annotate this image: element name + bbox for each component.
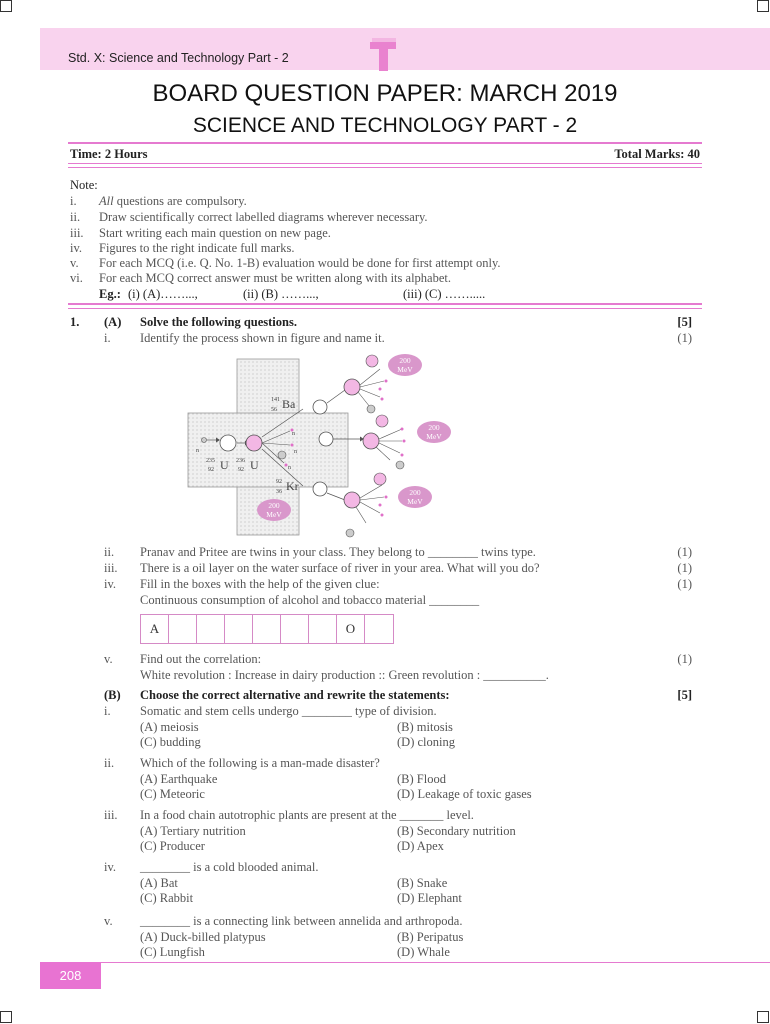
time-label: Time: 2 Hours [70,147,148,161]
q-num: i. [104,331,111,345]
note-item: Draw scientifically correct labelled diagrams wherever necessary. [99,210,428,224]
q-marks: (1) [677,545,692,559]
mcq-option-d[interactable]: (D) cloning [397,735,455,749]
mcq-option-d[interactable]: (D) Elephant [397,891,462,905]
note-emphasis: All [99,194,114,208]
mcq-option-c[interactable]: (C) budding [140,735,201,749]
kr-mass: 92 [276,479,282,485]
mcq-question: Somatic and stem cells undergo ________ type of division. [140,704,437,718]
mcq-option-b[interactable]: (B) Peripatus [397,930,464,944]
mcq-option-a[interactable]: (A) Tertiary nutrition [140,824,246,838]
letter-box[interactable] [225,615,253,643]
rule-mid-1 [68,163,702,164]
mcq-option-d[interactable]: (D) Whale [397,945,450,959]
ba-atomic: 56 [271,407,277,413]
mev-unit: MeV [266,510,282,519]
mev-value: 200 [409,488,421,497]
section-b-marks: [5] [677,688,692,702]
q-marks: (1) [677,331,692,345]
rule-top [68,142,702,144]
mev-value: 200 [268,501,280,510]
eg-option-i: (i) (A)……..., [128,287,198,301]
mcq-question: ________ is a connecting link between annelida and arthropoda. [140,914,463,928]
mcq-option-d[interactable]: (D) Apex [397,839,444,853]
rule-section-2 [68,308,702,309]
section-a-label: (A) [104,315,122,329]
eg-label: Eg.: [99,287,121,301]
q-num: ii. [104,545,115,559]
letter-boxes [140,614,394,644]
note-item: For each MCQ correct answer must be written along with its alphabet. [99,271,451,285]
mcq-option-c[interactable]: (C) Lungfish [140,945,205,959]
mcq-option-a[interactable]: (A) Duck-billed platypus [140,930,266,944]
crop-mark-top-right [757,0,769,12]
neutron-label: n [196,448,199,454]
mcq-question: Which of the following is a man-made disaster? [140,756,380,770]
crop-mark-top-left [0,0,12,12]
page-title: BOARD QUESTION PAPER: MARCH 2019 [152,80,618,107]
mcq-option-a[interactable]: (A) Earthquake [140,772,218,786]
ba-mass: 141 [271,397,280,403]
mcq-option-b[interactable]: (B) Secondary nutrition [397,824,516,838]
rule-section [68,303,702,305]
note-num: vi. [70,271,83,285]
page-number: 208 [40,962,101,989]
note-heading: Note: [70,178,98,192]
total-marks-label: Total Marks: 40 [614,147,700,161]
section-a-marks: [5] [677,315,692,329]
letter-box[interactable] [169,615,197,643]
letter-box[interactable] [253,615,281,643]
note-text: questions are compulsory. [113,194,247,208]
mcq-option-d[interactable]: (D) Leakage of toxic gases [397,787,532,801]
eg-option-iii: (iii) (C) ……..... [403,287,486,301]
note-item: For each MCQ (i.e. Q. No. 1-B) evaluation would be done for first attempt only. [99,256,501,270]
nuclear-fission-diagram [180,345,500,540]
note-num: iii. [70,226,84,240]
section-b-label: (B) [104,688,121,702]
q-correlation: White revolution : Increase in dairy production :: Green revolution : __________. [140,668,549,682]
letter-box[interactable] [281,615,309,643]
page-subtitle: SCIENCE AND TECHNOLOGY PART - 2 [192,114,578,137]
q-text: Fill in the boxes with the help of the given clue: [140,577,380,591]
mcq-num: iii. [104,808,118,822]
q-num: iv. [104,577,117,591]
mcq-option-a[interactable]: (A) Bat [140,876,178,890]
crop-mark-bottom-left [0,1011,12,1023]
q-marks: (1) [677,561,692,575]
mev-unit: MeV [407,497,423,506]
mcq-num: ii. [104,756,115,770]
q-marks: (1) [677,652,692,666]
mcq-option-b[interactable]: (B) Snake [397,876,448,890]
q-num: v. [104,652,113,666]
mev-value: 200 [428,423,440,432]
u235-atomic: 92 [208,467,214,473]
letter-box[interactable]: A [141,615,169,643]
crop-mark-bottom-right [757,1011,769,1023]
mcq-question: In a food chain autotrophic plants are present at the _______ level. [140,808,474,822]
note-item [99,194,247,209]
mcq-num: v. [104,914,113,928]
note-num: v. [70,256,79,270]
neutron-label: n [294,449,297,455]
letter-box[interactable] [309,615,337,643]
mev-unit: MeV [397,365,413,374]
u236-label: U [250,458,259,472]
mcq-option-a[interactable]: (A) meiosis [140,720,199,734]
u235-label: U [220,458,229,472]
mcq-option-c[interactable]: (C) Meteoric [140,787,205,801]
u236-atomic: 92 [238,467,244,473]
mcq-option-c[interactable]: (C) Rabbit [140,891,194,905]
eg-option-ii: (ii) (B) ……..., [243,287,319,301]
q-clue: Continuous consumption of alcohol and tobacco material ________ [140,593,480,607]
letter-box[interactable] [365,615,393,643]
note-item: Figures to the right indicate full marks. [99,241,295,255]
q-text: There is a oil layer on the water surface of river in your area. What will you do? [140,561,540,575]
letter-box[interactable] [197,615,225,643]
neutron-label: n [288,465,291,471]
mcq-num: i. [104,704,111,718]
mev-unit: MeV [426,432,442,441]
header-label: Std. X: Science and Technology Part - 2 [68,51,289,65]
target-logo-icon [364,36,404,72]
u236-mass: 236 [236,458,245,464]
q-text: Find out the correlation: [140,652,262,666]
rule-mid-2 [68,167,702,168]
mcq-option-b[interactable]: (B) Flood [397,772,446,786]
mcq-option-b[interactable]: (B) mitosis [397,720,453,734]
note-num: ii. [70,210,81,224]
kr-label: Kr [286,479,299,493]
note-num: i. [70,194,77,208]
u235-mass: 235 [206,458,215,464]
question-number: 1. [70,315,80,329]
note-num: iv. [70,241,83,255]
neutron-label: n [292,431,295,437]
q-text: Pranav and Pritee are twins in your class. They belong to ________ twins type. [140,545,536,559]
q-marks: (1) [677,577,692,591]
kr-atomic: 36 [276,489,282,495]
section-b-title: Choose the correct alternative and rewrite the statements: [140,688,450,702]
mcq-question: ________ is a cold blooded animal. [140,860,319,874]
section-a-title: Solve the following questions. [140,315,297,329]
letter-box[interactable]: O [337,615,365,643]
q-text: Identify the process shown in figure and name it. [140,331,385,345]
q-num: iii. [104,561,118,575]
ba-label: Ba [282,397,296,411]
note-item: Start writing each main question on new page. [99,226,331,240]
mcq-option-c[interactable]: (C) Producer [140,839,205,853]
mev-value: 200 [399,356,411,365]
mcq-num: iv. [104,860,117,874]
footer-rule [40,962,770,963]
